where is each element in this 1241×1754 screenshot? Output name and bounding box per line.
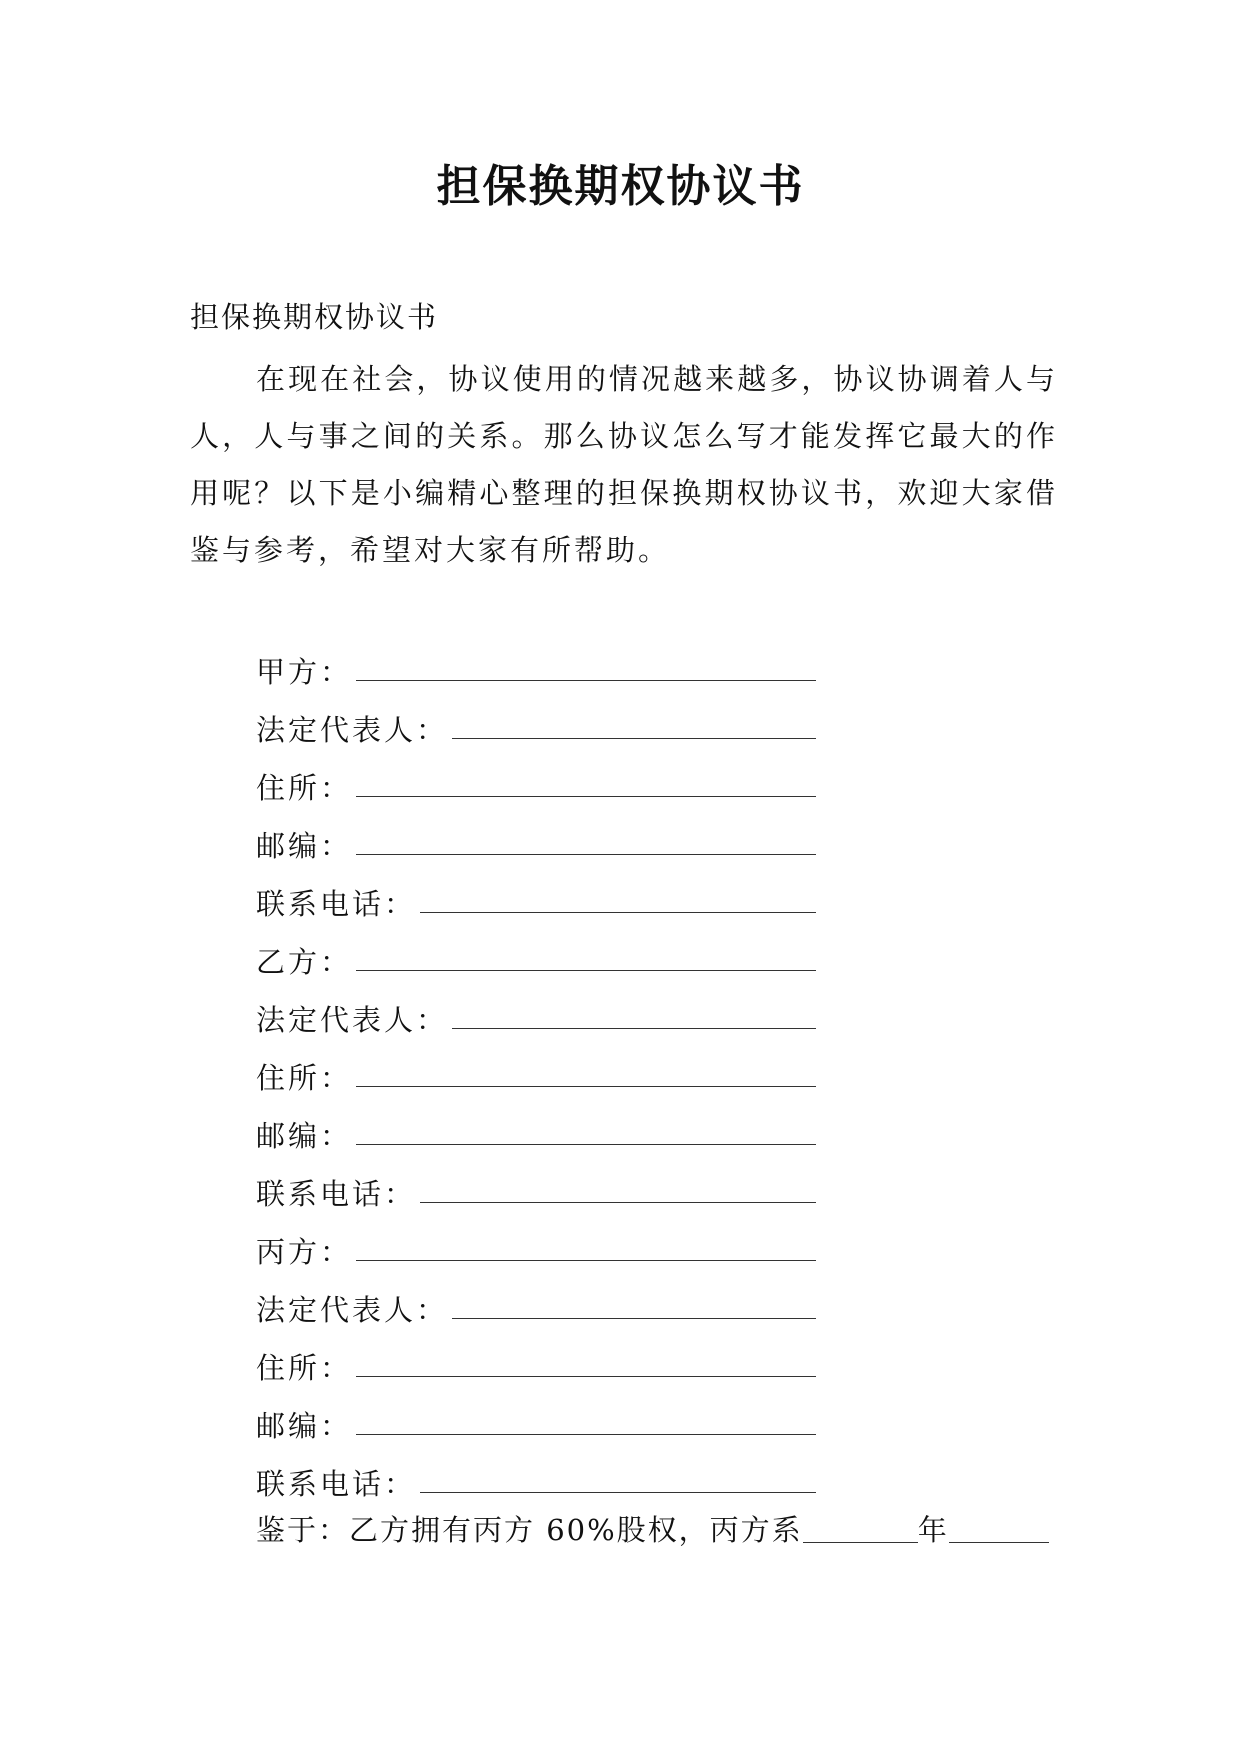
blank-line	[420, 912, 816, 913]
field-label: 联系电话：	[256, 887, 417, 921]
whereas-year-label: 年	[917, 1513, 949, 1547]
party-c-legal-rep-field	[256, 1273, 816, 1331]
field-label: 住所：	[256, 1061, 353, 1095]
party-b-field	[256, 925, 816, 983]
party-b-postcode-field	[256, 1099, 816, 1157]
blank-line	[452, 1028, 816, 1029]
party-b-phone-field	[256, 1157, 816, 1215]
party-a-postcode-field	[256, 809, 816, 867]
blank-line	[356, 680, 816, 681]
party-a-legal-rep-field	[256, 693, 816, 751]
blank-line	[452, 738, 816, 739]
blank-line	[356, 970, 816, 971]
field-label: 邮编：	[256, 1409, 353, 1443]
party-c-postcode-field	[256, 1389, 816, 1447]
party-a-address-field	[256, 751, 816, 809]
blank-line	[420, 1492, 816, 1493]
blank-line	[949, 1522, 1049, 1543]
whereas-text: 鉴于：乙方拥有丙方 60%股权，丙方系	[256, 1513, 803, 1547]
party-c-address-field	[256, 1331, 816, 1389]
field-label: 邮编：	[256, 1119, 353, 1153]
field-label: 法定代表人：	[256, 1003, 449, 1037]
party-b-address-field	[256, 1041, 816, 1099]
blank-line	[356, 1434, 816, 1435]
document-subtitle: 担保换期权协议书	[190, 300, 439, 334]
blank-line	[356, 1144, 816, 1145]
party-a-phone-field	[256, 867, 816, 925]
blank-line	[356, 854, 816, 855]
whereas-clause	[256, 1508, 1056, 1549]
field-label: 住所：	[256, 771, 353, 805]
document-title: 担保换期权协议书	[436, 161, 805, 212]
field-label: 联系电话：	[256, 1467, 417, 1501]
blank-line	[356, 1086, 816, 1087]
party-a-field	[256, 635, 816, 693]
party-c-field	[256, 1215, 816, 1273]
party-fields	[256, 635, 816, 1505]
blank-line	[803, 1522, 918, 1543]
blank-line	[356, 1376, 816, 1377]
blank-line	[356, 1260, 816, 1261]
field-label: 乙方：	[256, 945, 353, 979]
blank-line	[356, 796, 816, 797]
field-label: 法定代表人：	[256, 1293, 449, 1327]
field-label: 联系电话：	[256, 1177, 417, 1211]
field-label: 邮编：	[256, 829, 353, 863]
field-label: 住所：	[256, 1351, 353, 1385]
intro-paragraph: 在现在社会，协议使用的情况越来越多，协议协调着人与人，人与事之间的关系。那么协议怎么写才能发挥它最大的作用呢？以下是小编精心整理的担保换期权协议书，欢迎大家借鉴与参考，希望对大家有所帮助。	[190, 362, 1058, 567]
blank-line	[452, 1318, 816, 1319]
party-b-legal-rep-field	[256, 983, 816, 1041]
field-label: 法定代表人：	[256, 713, 449, 747]
blank-line	[420, 1202, 816, 1203]
party-c-phone-field	[256, 1447, 816, 1505]
field-label: 丙方：	[256, 1235, 353, 1269]
field-label: 甲方：	[256, 655, 353, 689]
